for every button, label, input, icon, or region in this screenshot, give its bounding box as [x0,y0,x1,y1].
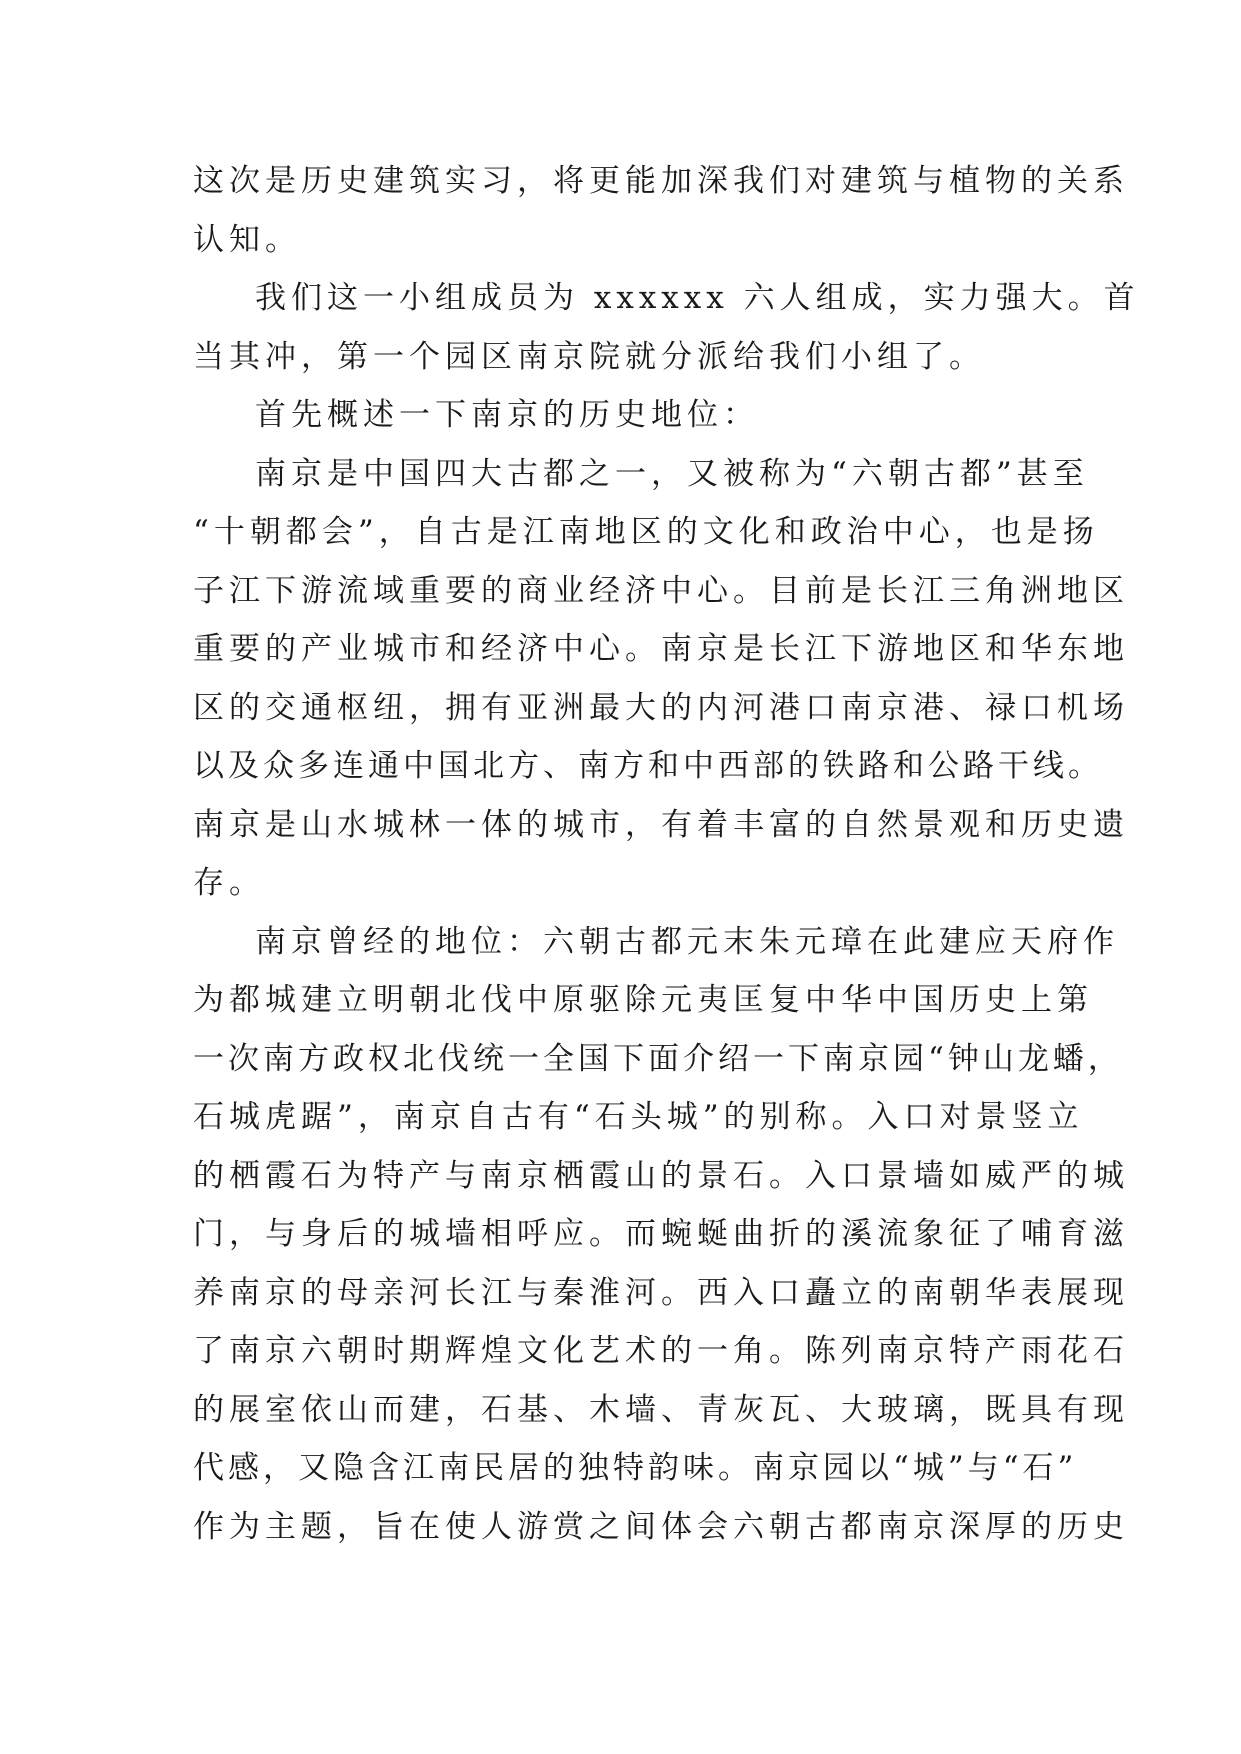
body-text [193,152,1140,1556]
text-line: 门，与身后的城墙相呼应。而蜿蜒曲折的溪流象征了哺育滋 [193,1216,1129,1252]
text-line: 的栖霞石为特产与南京栖霞山的景石。入口景墙如威严的城 [193,1157,1129,1194]
text-line: 为都城建立明朝北伐中原驱除元夷匡复中华中国历史上第 [193,982,1093,1018]
text-line: 养南京的母亲河长江与秦淮河。西入口矗立的南朝华表展现 [193,1274,1129,1311]
text-line: 当其冲，第一个园区南京院就分派给我们小组了。 [193,338,985,375]
text-line: 这次是历史建筑实习，将更能加深我们对建筑与植物的关系 [193,163,1129,199]
text-line: 一次南方政权北伐统一全国下面介绍一下南京园“钟山龙蟠， [193,1040,1123,1077]
text-line: 重要的产业城市和经济中心。南京是长江下游地区和华东地 [193,631,1129,667]
text-line: 代感，又隐含江南民居的独特韵味。南京园以“城”与“石” [193,1450,1078,1486]
text-line: 以及众多连通中国北方、南方和中西部的铁路和公路干线。 [193,748,1103,784]
text-line: 存。 [193,865,265,901]
text-line: 南京是中国四大古都之一，又被称为“六朝古都”甚至 [255,455,1089,492]
text-line: 南京是山水城林一体的城市，有着丰富的自然景观和历史遗 [193,806,1129,843]
text-line: 作为主题，旨在使人游赏之间体会六朝古都南京深厚的历史 [193,1508,1129,1545]
text-line: 区的交通枢纽，拥有亚洲最大的内河港口南京港、禄口机场 [193,689,1129,726]
text-line: 认知。 [193,221,301,258]
text-line: 了南京六朝时期辉煌文化艺术的一角。陈列南京特产雨花石 [193,1333,1129,1369]
text-line: 我们这一小组成员为 xxxxxx 六人组成，实力强大。首 [255,280,1140,316]
text-line: 首先概述一下南京的历史地位： [255,397,759,433]
text-line: 子江下游流域重要的商业经济中心。目前是长江三角洲地区 [193,572,1129,609]
text-line: 的展室依山而建，石基、木墙、青灰瓦、大玻璃，既具有现 [193,1391,1129,1428]
text-line: “十朝都会”，自古是江南地区的文化和政治中心，也是扬 [193,514,1099,550]
text-line: 石城虎踞”，南京自古有“石头城”的别称。入口对景竖立 [193,1099,1084,1135]
text-line: 南京曾经的地位：六朝古都元末朱元璋在此建应天府作 [255,923,1119,960]
